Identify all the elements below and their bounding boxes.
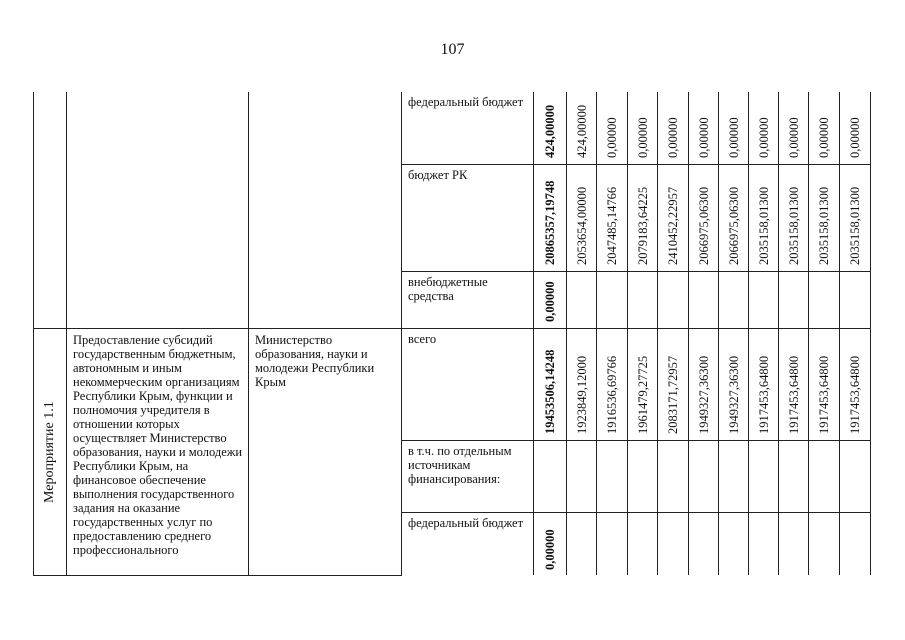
year-cell [779, 271, 809, 328]
funding-source: всего [408, 331, 437, 346]
year-cell [658, 328, 689, 440]
year-cell [719, 92, 749, 164]
year-cell [658, 92, 689, 164]
year-value: 0,00000 [848, 117, 862, 158]
row-total: 0,00000 [543, 528, 557, 570]
year-cell [567, 440, 597, 512]
year-value: 0,00000 [757, 117, 771, 158]
year-cell [779, 164, 809, 271]
year-cell [658, 271, 689, 328]
year-cell [597, 92, 628, 164]
year-value: 2035158,01300 [848, 186, 862, 265]
year-cell [809, 328, 840, 440]
year-value: 2066975,06300 [727, 186, 741, 265]
year-value: 2035158,01300 [757, 186, 771, 265]
year-cell [567, 271, 597, 328]
year-cell [719, 271, 749, 328]
funding-source-cell [402, 271, 534, 328]
row-total: 19453506,14248 [543, 349, 557, 434]
activity-description: Предоставление субсидий государственным бюджетным, автономным и иным некоммерческим организациям Республики Крым, функции и полномочия учредителя в отношении которых осуществляет Министерство образования, науки и молодежи Республики Крым, на финансовое обеспечение выполнения государственного задания на оказание государственных услуг по предоставлению среднего профессионального [73, 332, 243, 557]
year-value: 2410452,22957 [666, 186, 680, 265]
empty-cell [67, 92, 249, 328]
executor-name: Министерство образования, науки и молодежи Республики Крым [255, 332, 375, 389]
year-cell [658, 440, 689, 512]
year-cell [567, 92, 597, 164]
year-value: 2079183,64225 [636, 186, 650, 265]
total-cell [534, 440, 567, 512]
row-total: 0,00000 [543, 280, 557, 322]
year-cell [597, 271, 628, 328]
year-cell [809, 92, 840, 164]
year-value: 0,00000 [666, 117, 680, 158]
executor-cell [249, 328, 402, 575]
year-value: 2083171,72957 [666, 355, 680, 434]
funding-source-cell [402, 92, 534, 164]
year-value: 1916536,69766 [605, 355, 619, 434]
year-cell [840, 92, 871, 164]
year-value: 0,00000 [636, 117, 650, 158]
year-cell [749, 92, 779, 164]
empty-cell [34, 92, 67, 328]
table-row [34, 328, 871, 440]
year-cell [567, 164, 597, 271]
year-cell [628, 512, 658, 575]
year-cell [840, 164, 871, 271]
row-total: 20865357,19748 [543, 180, 557, 265]
year-cell [749, 512, 779, 575]
row-total: 424,00000 [543, 104, 557, 158]
activity-label-cell [34, 328, 67, 575]
year-cell [628, 92, 658, 164]
year-value: 0,00000 [697, 117, 711, 158]
activity-label: Мероприятие 1.1 [42, 400, 57, 503]
page-number: 107 [440, 41, 465, 58]
year-cell [719, 328, 749, 440]
year-cell [719, 440, 749, 512]
year-value: 2047485,14766 [605, 186, 619, 265]
year-value: 1917453,64800 [817, 355, 831, 434]
year-cell [779, 440, 809, 512]
total-cell [534, 271, 567, 328]
year-cell [597, 164, 628, 271]
year-cell [719, 512, 749, 575]
total-cell [534, 92, 567, 164]
budget-table [33, 92, 871, 576]
funding-source: внебюджетные средства [408, 274, 488, 303]
funding-source-cell [402, 328, 534, 440]
year-value: 0,00000 [727, 117, 741, 158]
year-cell [840, 271, 871, 328]
funding-source-cell [402, 164, 534, 271]
year-cell [840, 512, 871, 575]
year-cell [749, 164, 779, 271]
year-cell [658, 164, 689, 271]
year-cell [628, 164, 658, 271]
year-cell [597, 328, 628, 440]
year-cell [689, 164, 719, 271]
year-value: 1917453,64800 [787, 355, 801, 434]
funding-source: федеральный бюджет [408, 515, 524, 530]
year-cell [779, 92, 809, 164]
year-cell [840, 328, 871, 440]
year-value: 1923849,12000 [575, 355, 589, 434]
year-cell [658, 512, 689, 575]
funding-source: в т.ч. по отдельным источникам финансирования: [408, 443, 512, 486]
year-value: 2066975,06300 [697, 186, 711, 265]
funding-source: федеральный бюджет [408, 95, 524, 109]
funding-source: бюджет РК [408, 167, 468, 182]
year-cell [628, 328, 658, 440]
year-value: 1949327,36300 [697, 355, 711, 434]
year-cell [689, 92, 719, 164]
year-value: 0,00000 [817, 117, 831, 158]
empty-cell [249, 92, 402, 328]
year-cell [597, 440, 628, 512]
year-value: 1961479,27725 [636, 355, 650, 434]
year-value: 1949327,36300 [727, 355, 741, 434]
table-row [34, 92, 871, 164]
total-cell [534, 512, 567, 575]
year-value: 0,00000 [605, 117, 619, 158]
year-value: 2035158,01300 [787, 186, 801, 265]
year-cell [628, 271, 658, 328]
year-value: 2035158,01300 [817, 186, 831, 265]
year-value: 0,00000 [787, 117, 801, 158]
year-cell [689, 512, 719, 575]
year-cell [689, 440, 719, 512]
year-cell [809, 271, 840, 328]
year-cell [689, 271, 719, 328]
activity-description-cell [67, 328, 249, 575]
year-value: 2053654,00000 [575, 186, 589, 265]
funding-source-cell [402, 440, 534, 512]
total-cell [534, 328, 567, 440]
year-value: 1917453,64800 [757, 355, 771, 434]
year-cell [749, 440, 779, 512]
year-cell [809, 440, 840, 512]
year-cell [779, 512, 809, 575]
total-cell [534, 164, 567, 271]
year-cell [809, 512, 840, 575]
year-cell [779, 328, 809, 440]
year-cell [809, 164, 840, 271]
year-cell [597, 512, 628, 575]
year-cell [749, 271, 779, 328]
year-cell [840, 440, 871, 512]
year-cell [719, 164, 749, 271]
year-cell [567, 328, 597, 440]
year-value: 1917453,64800 [848, 355, 862, 434]
year-cell [749, 328, 779, 440]
year-value: 424,00000 [575, 104, 589, 158]
year-cell [628, 440, 658, 512]
year-cell [689, 328, 719, 440]
year-cell [567, 512, 597, 575]
funding-source-cell [402, 512, 534, 575]
